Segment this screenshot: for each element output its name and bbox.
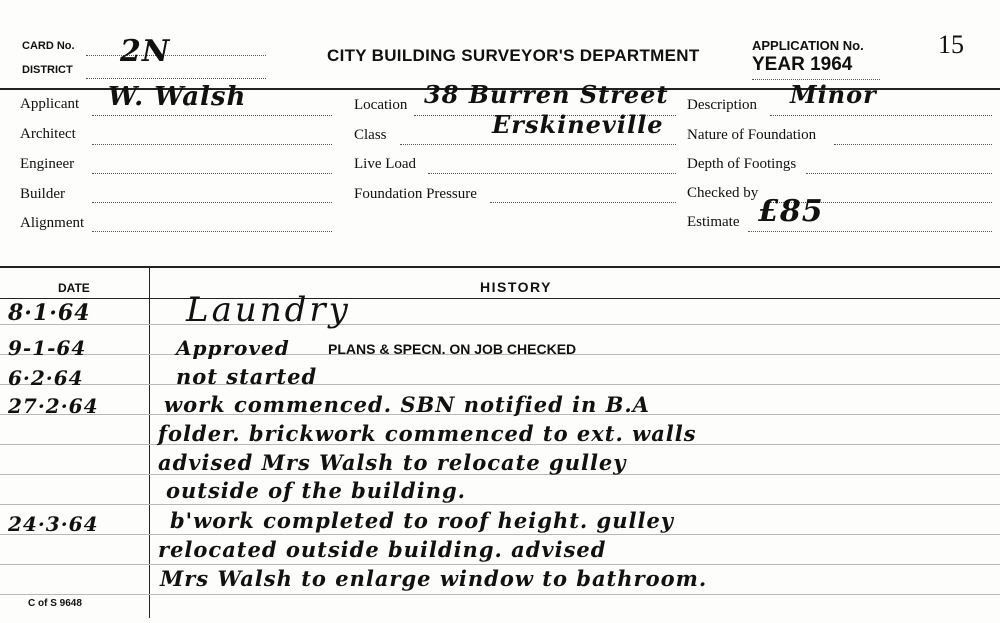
- history-entry: Mrs Walsh to enlarge window to bathroom.: [160, 566, 708, 591]
- date-column-header: DATE: [58, 281, 90, 295]
- alignment-label: Alignment: [20, 215, 85, 231]
- depth-of-footings-line: [806, 173, 992, 174]
- estimate-label: Estimate: [687, 214, 740, 230]
- ruled-line: [0, 534, 1000, 535]
- builder-label: Builder: [20, 186, 65, 202]
- foundation-pressure-line: [490, 202, 676, 203]
- description-label: Description: [687, 97, 757, 113]
- history-date: 24·3·64: [8, 512, 99, 536]
- applicant-value: W. Walsh: [108, 82, 247, 112]
- history-entry: not started: [176, 364, 318, 389]
- engineer-line: [92, 173, 332, 174]
- engineer-label: Engineer: [20, 156, 75, 172]
- ruled-line: [0, 594, 1000, 595]
- card-no-label: CARD No.: [22, 40, 75, 52]
- history-date: 27·2·64: [8, 394, 99, 418]
- class-line: [400, 144, 676, 145]
- live-load-line: [428, 173, 676, 174]
- class-label: Class: [354, 127, 387, 143]
- live-load-label: Live Load: [354, 156, 417, 172]
- depth-of-footings-label: Depth of Footings: [687, 156, 797, 172]
- card-no-value: 2N: [120, 34, 171, 69]
- district-line: [86, 78, 266, 79]
- history-entry: Approved: [176, 336, 290, 360]
- checked-by-label: Checked by: [687, 185, 759, 201]
- applicant-label: Applicant: [20, 96, 80, 112]
- architect-line: [92, 144, 332, 145]
- nature-of-foundation-label: Nature of Foundation: [687, 127, 817, 143]
- header-underline: [0, 298, 1000, 299]
- history-column-header: HISTORY: [480, 279, 552, 295]
- estimate-value: £85: [758, 194, 824, 229]
- department-title: CITY BUILDING SURVEYOR'S DEPARTMENT: [327, 46, 700, 65]
- ruled-line: [0, 504, 1000, 505]
- application-no-value: 15: [938, 30, 964, 59]
- description-line: [770, 115, 992, 116]
- section-rule: [0, 266, 1000, 268]
- location-value-line1: 38 Burren Street: [424, 80, 669, 109]
- applicant-line: [92, 115, 332, 116]
- application-no-label: APPLICATION No.: [752, 38, 864, 53]
- ruled-line: [0, 384, 1000, 385]
- builder-line: [92, 202, 332, 203]
- form-code: C of S 9648: [28, 598, 82, 609]
- location-label: Location: [354, 97, 408, 113]
- ruled-line: [0, 564, 1000, 565]
- history-entry: outside of the building.: [166, 478, 466, 503]
- alignment-line: [92, 231, 332, 232]
- history-entry: folder. brickwork commenced to ext. walls: [158, 421, 697, 446]
- history-date: 6·2·64: [8, 366, 84, 390]
- date-column-divider: [149, 268, 150, 618]
- history-date: 8·1·64: [8, 300, 91, 326]
- location-value-line2: Erskineville: [492, 110, 664, 139]
- description-value: Minor: [790, 80, 877, 109]
- year-label: YEAR 1964: [752, 54, 853, 75]
- ruled-line: [0, 324, 1000, 325]
- history-entry: b'work completed to roof height. gulley: [170, 508, 675, 533]
- history-entry: work commenced. SBN notified in B.A: [164, 392, 650, 417]
- history-entry: Laundry: [186, 290, 351, 330]
- history-entry: relocated outside building. advised: [158, 537, 607, 562]
- estimate-line: [748, 231, 992, 232]
- history-date: 9-1-64: [8, 336, 87, 360]
- history-entry: advised Mrs Walsh to relocate gulley: [158, 450, 627, 475]
- nature-of-foundation-line: [834, 144, 992, 145]
- foundation-pressure-label: Foundation Pressure: [354, 186, 477, 202]
- district-label: DISTRICT: [22, 64, 73, 76]
- card-no-line: [86, 55, 266, 56]
- stamp-text: PLANS & SPECN. ON JOB CHECKED: [328, 341, 577, 357]
- architect-label: Architect: [20, 126, 76, 142]
